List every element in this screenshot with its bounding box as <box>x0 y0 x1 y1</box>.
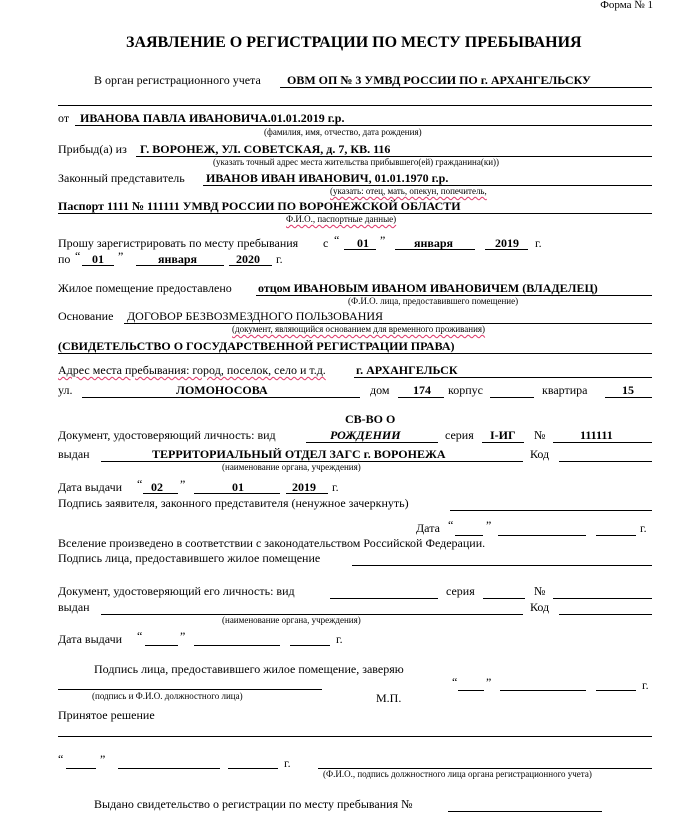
passport-value: Паспорт 1111 № 111111 УМВД РОССИИ ПО ВОРОНЕЖСКОЙ ОБЛАСТИ <box>58 199 461 213</box>
official-hint: (подпись и Ф.И.О. должностного лица) <box>92 691 243 701</box>
period-label: Прошу зарегистрировать по месту пребывания <box>58 236 299 250</box>
doc2-date-label: Дата выдачи <box>58 632 123 646</box>
certificate-text: Выдано свидетельство о регистрации по месту пребывания № <box>94 797 413 811</box>
id-code-label: Код <box>530 447 550 461</box>
organ-label: В орган регистрационного учета <box>94 73 261 87</box>
stamp-label: М.П. <box>376 691 402 705</box>
period-to-year: 2020 <box>236 252 260 266</box>
from-hint: (фамилия, имя, отчество, дата рождения) <box>264 127 422 137</box>
doc2-series-label: серия <box>446 584 475 598</box>
id-issued: ТЕРРИТОРИАЛЬНЫЙ ОТДЕЛ ЗАГС г. ВОРОНЕЖА <box>152 447 446 461</box>
id-kind: РОЖДЕНИИ <box>330 428 401 442</box>
doc2-issued-hint: (наименование органа, учреждения) <box>222 615 361 625</box>
basis-value: ДОГОВОР БЕЗВОЗМЕЗДНОГО ПОЛЬЗОВАНИЯ <box>127 309 384 323</box>
provider-sig-label: Подпись лица, предоставившего жилое помещение <box>58 551 321 565</box>
house-label: дом <box>370 383 390 397</box>
id-label: Документ, удостоверяющий личность: вид <box>58 428 276 442</box>
organ-line <box>280 87 652 88</box>
doc2-label: Документ, удостоверяющий его личность: вид <box>58 584 295 598</box>
address-label: Адрес места пребывания: город, поселок, село и т.д. <box>58 363 326 377</box>
doc2-number-label: № <box>534 584 546 598</box>
arrived-label: Прибыд(а) из <box>58 142 127 156</box>
period-to-month: января <box>158 252 198 266</box>
settlement-text: Вселение произведено в соответствии с законодательством Российской Федерации. <box>58 536 486 550</box>
period-to-day: 01 <box>92 252 104 266</box>
period-from-day: 01 <box>357 236 369 250</box>
id-date-month: 01 <box>232 480 244 494</box>
flat-label: квартира <box>542 383 588 397</box>
page-title: ЗАЯВЛЕНИЕ О РЕГИСТРАЦИИ ПО МЕСТУ ПРЕБЫВАНИЯ <box>126 34 582 51</box>
from-line <box>75 125 652 126</box>
house-value: 174 <box>413 383 431 397</box>
doc2-issued-label: выдан <box>58 600 90 614</box>
arrived-hint: (указать точный адрес места жительства прибывшего(ей) гражданина(ки)) <box>213 157 500 167</box>
basis-hint: (документ, являющийся основанием для временного проживания) <box>232 324 486 334</box>
registrar-hint: (Ф.И.О., подпись должностного лица органа регистрационного учета) <box>323 769 592 779</box>
id-series-label: серия <box>445 428 474 442</box>
period-from-prefix: с <box>323 236 329 250</box>
passport-hint: Ф.И.О., паспортные данные) <box>286 214 397 224</box>
housing-hint: (Ф.И.О. лица, предоставившего помещение) <box>348 296 519 306</box>
from-label: от <box>58 111 70 125</box>
street-label: ул. <box>58 383 73 397</box>
id-date-label: Дата выдачи <box>58 480 123 494</box>
id-number-label: № <box>534 428 546 442</box>
id-series: I-ИГ <box>490 428 516 442</box>
address-city: г. АРХАНГЕЛЬСК <box>356 363 458 377</box>
id-number: 111111 <box>580 428 613 442</box>
id-date-year: 2019 <box>292 480 316 494</box>
flat-value: 15 <box>622 383 634 397</box>
arrived-value: Г. ВОРОНЕЖ, УЛ. СОВЕТСКАЯ, д. 7, КВ. 116 <box>140 142 391 156</box>
id-issued-label: выдан <box>58 447 90 461</box>
housing-value: отцом ИВАНОВЫМ ИВАНОМ ИВАНОВИЧЕМ (ВЛАДЕЛЕЦ) <box>258 281 598 295</box>
period-to-label: по <box>58 252 71 266</box>
organ-value: ОВМ ОП № 3 УМВД РОССИИ ПО г. АРХАНГЕЛЬСКУ <box>287 73 591 87</box>
id-kind-top: СВ-ВО О <box>345 412 396 426</box>
period-from-year: 2019 <box>495 236 519 250</box>
street-value: ЛОМОНОСОВА <box>176 383 268 397</box>
housing-label: Жилое помещение предоставлено <box>58 281 232 295</box>
doc2-code-label: Код <box>530 600 550 614</box>
organ-line-2 <box>58 105 652 106</box>
id-date-day: 02 <box>151 480 163 494</box>
decision-label: Принятое решение <box>58 708 155 722</box>
period-from-month: января <box>414 236 454 250</box>
legal-rep-label: Законный представитель <box>58 171 185 185</box>
legal-rep-hint: (указать: отец, мать, опекун, попечитель, <box>330 186 487 196</box>
basis-value-2: (СВИДЕТЕЛЬСТВО О ГОСУДАРСТВЕННОЙ РЕГИСТРАЦИИ ПРАВА) <box>58 339 455 353</box>
from-value: ИВАНОВА ПАВЛА ИВАНОВИЧА.01.01.2019 г.р. <box>80 111 345 125</box>
form-number: Форма № 1 <box>600 0 653 11</box>
date-label: Дата <box>416 521 440 535</box>
legal-rep-value: ИВАНОВ ИВАН ИВАНОВИЧ, 01.01.1970 г.р. <box>206 171 449 185</box>
korpus-label: корпус <box>448 383 483 397</box>
basis-label: Основание <box>58 309 114 323</box>
signature-line-label: Подпись заявителя, законного представителя (ненужное зачеркнуть) <box>58 496 409 510</box>
certify-text: Подпись лица, предоставившего жилое помещение, заверяю <box>94 662 404 676</box>
id-issued-hint: (наименование органа, учреждения) <box>222 462 361 472</box>
